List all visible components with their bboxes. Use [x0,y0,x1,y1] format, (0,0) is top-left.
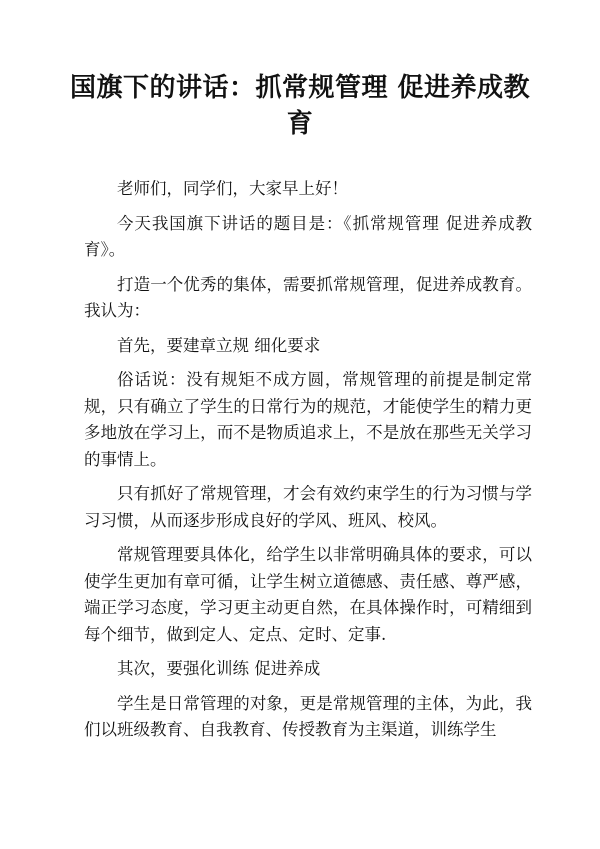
paragraph-greeting: 老师们，同学们，大家早上好！ [117,179,348,198]
paragraph-topic: 今天我国旗下讲话的题目是：《抓常规管理 促进养成教育》。 [84,213,532,259]
paragraph-heading-first: 首先，要建章立规 细化要求 [117,335,321,355]
paragraph-specific-requirements: 常规管理要具体化，给学生以非常明确具体的要求，可以使学生更加有章可循，让学生树立道德感、责任感、尊严感，端正学习态度，学习更主动更自然，在具体操作时，可精细到每个细节，做到定人、定点、定时、定事. [84,545,532,644]
paragraph-management-effect: 只有抓好了常规管理，才会有效约束学生的行为习惯与学习习惯，从而逐步形成良好的学风、班风、校风。 [84,484,532,530]
document-body [84,176,532,752]
document-title: 国旗下的讲话：抓常规管理 促进养成教育 [69,73,531,139]
paragraph-heading-second: 其次，要强化训练 促进养成 [117,659,321,678]
paragraph-students-subject: 学生是日常管理的对象，更是常规管理的主体，为此，我们以班级教育、自我教育、传授教育为主渠道，训练学生 [84,693,532,739]
paragraph-rules: 俗话说：没有规矩不成方圆，常规管理的前提是制定常规，只有确立了学生的日常行为的规范，才能使学生的精力更多地放在学习上，而不是物质追求上，不是放在那些无关学习的事情上。 [84,370,532,469]
paragraph-intro: 打造一个优秀的集体，需要抓常规管理，促进养成教育。我认为： [84,274,532,320]
